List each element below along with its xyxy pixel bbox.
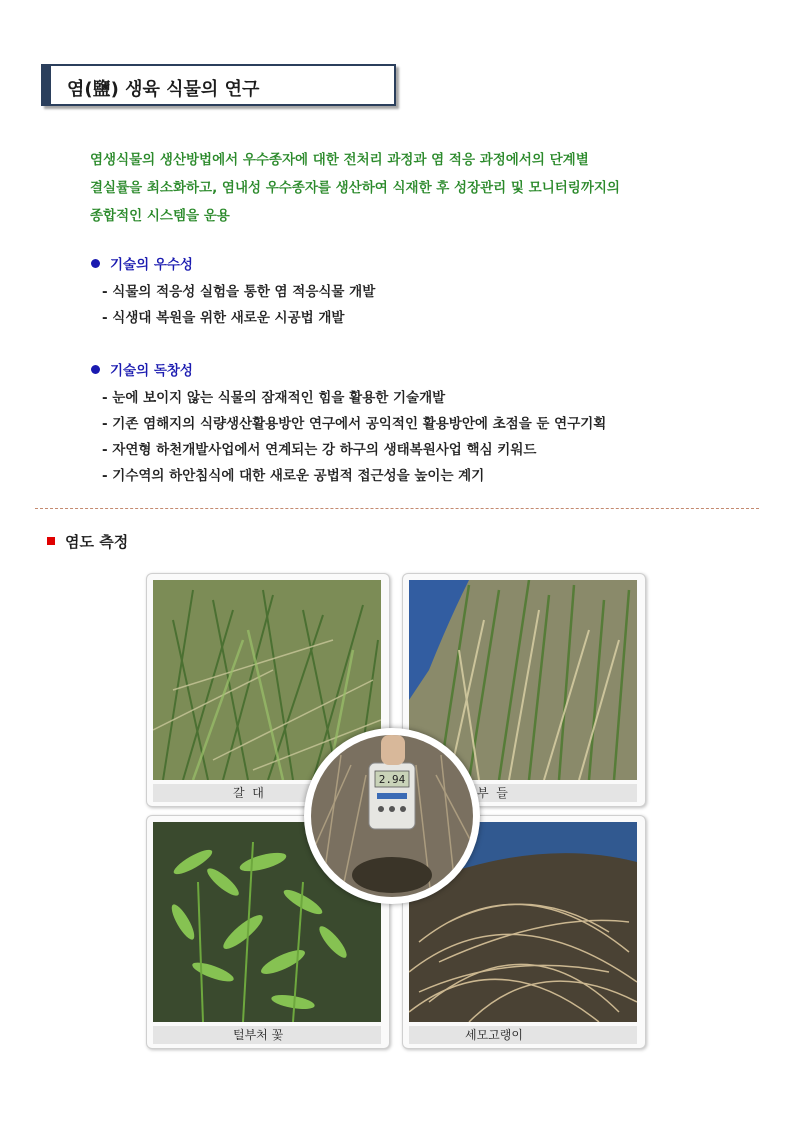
page-title: 염(鹽) 생육 식물의 연구 <box>67 79 260 100</box>
list-item: - 자연형 하천개발사업에서 연계되는 강 하구의 생태복원사업 핵심 키워드 <box>102 442 537 458</box>
photo-caption: 부 들 <box>409 784 637 802</box>
photo-caption: 털부처 꽃 <box>153 1026 381 1044</box>
intro-line: 종합적인 시스템을 운용 <box>90 208 230 224</box>
subsection-heading: 염도 측정 <box>47 531 128 552</box>
list-item: - 눈에 보이지 않는 식물의 잠재적인 힘을 활용한 기술개발 <box>102 390 446 406</box>
salinity-meter-photo <box>304 728 480 904</box>
photo-caption: 세모고랭이 <box>409 1026 637 1044</box>
title-accent-bar <box>43 66 51 104</box>
list-item: - 식물의 적응성 실험을 통한 염 적응식물 개발 <box>102 284 376 300</box>
section-heading-originality: 기술의 독창성 <box>91 359 193 379</box>
list-item: - 기존 염해지의 식량생산활용방안 연구에서 공익적인 활용방안에 초점을 둔 연구기획 <box>102 416 607 432</box>
intro-line: 결실률을 최소화하고, 염내성 우수종자를 생산하여 식재한 후 성장관리 및 모니터링까지의 <box>90 180 620 196</box>
dashed-divider <box>35 508 759 509</box>
bullet-dot-icon <box>91 365 100 374</box>
photo-caption: 갈 대 <box>153 784 381 802</box>
salinity-meter-icon <box>311 735 473 897</box>
intro-line: 염생식물의 생산방법에서 우수종자에 대한 전처리 과정과 염 적응 과정에서의 단계별 <box>90 152 589 168</box>
bullet-dot-icon <box>91 259 100 268</box>
list-item: - 식생대 복원을 위한 새로운 시공법 개발 <box>102 310 345 326</box>
section-heading-excellence: 기술의 우수성 <box>91 253 193 273</box>
title-box <box>41 64 396 106</box>
meter-reading: 2.94 <box>378 773 406 786</box>
list-item: - 기수역의 하안침식에 대한 새로운 공법적 접근성을 높이는 계기 <box>102 468 485 484</box>
red-square-icon <box>47 537 55 545</box>
intro-paragraph <box>90 146 690 230</box>
